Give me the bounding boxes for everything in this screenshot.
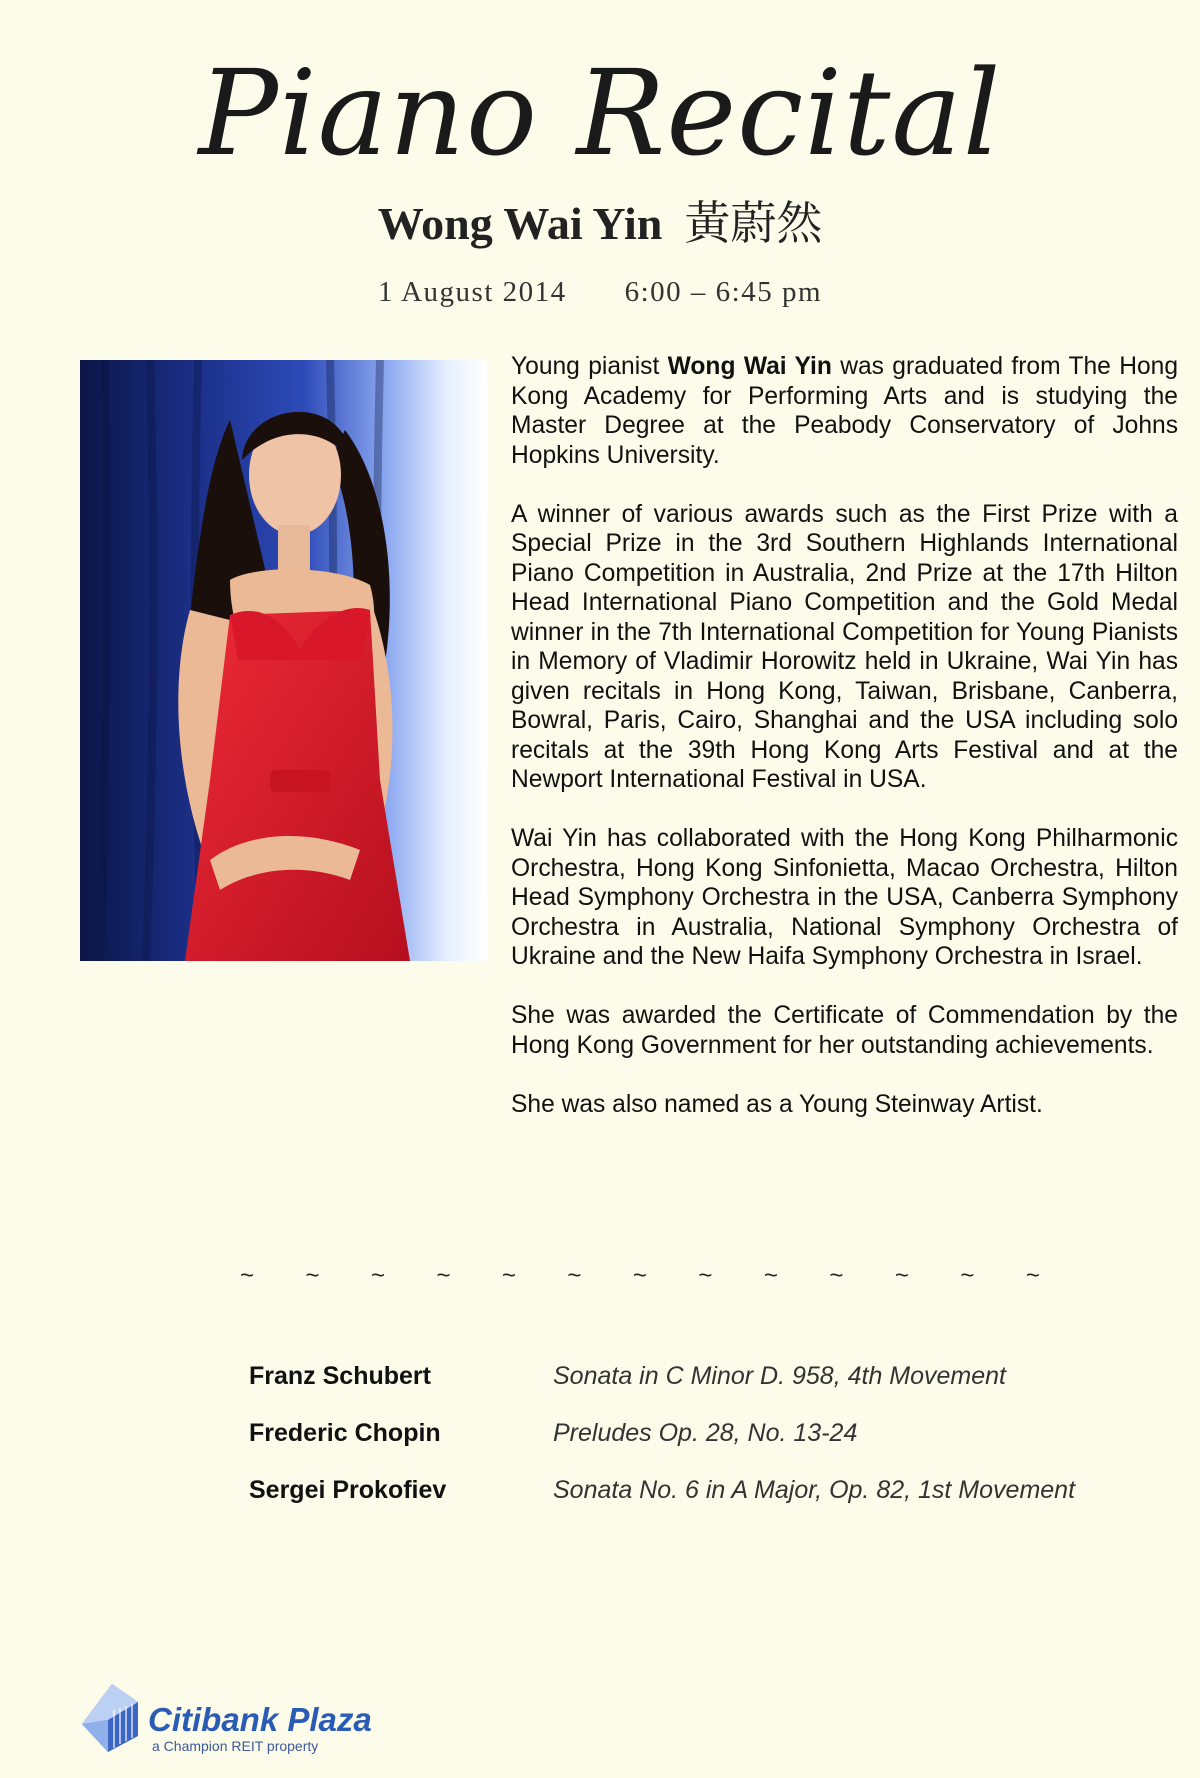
- divider-tilde: ~: [501, 1262, 516, 1289]
- divider-tilde: ~: [240, 1262, 255, 1289]
- recital-title: Piano Recital: [198, 44, 1002, 182]
- bio-performer-name: Wong Wai Yin: [667, 353, 832, 380]
- divider-tilde: ~: [894, 1262, 909, 1289]
- performer-chinese-name: 黃蔚然: [684, 196, 823, 250]
- program-item: [249, 1360, 1149, 1417]
- performer-name: Wong Wai Yin: [377, 198, 663, 249]
- divider-tilde: ~: [305, 1262, 320, 1289]
- performer-photo: [80, 360, 487, 961]
- performer-portrait-illustration: [80, 360, 487, 961]
- bio-paragraph: A winner of various awards such as the First Prize with a Special Prize in the 3rd Southern Highlands International Piano Competition in Australia, 2nd Prize at the 17th Hilton Head International Piano Competition and the Gold Medal winner in the 7th International Competition for Young Pianists in Memory of Vladimir Horowitz held in Ukraine, Wai Yin has given recitals in Hong Kong, Taiwan, Brisbane, Canberra, Bowral, Paris, Cairo, Shanghai and the USA including solo recitals at the 39th Hong Kong Arts Festival and at the Newport International Festival in USA.: [511, 500, 1178, 793]
- program-item: [249, 1474, 1149, 1531]
- divider-tilde: ~: [436, 1262, 451, 1289]
- sponsor-name: Citibank Plaza: [148, 1701, 372, 1738]
- bio-paragraph: She was also named as a Young Steinway Artist.: [511, 1090, 1043, 1118]
- divider-tilde: ~: [1025, 1262, 1040, 1289]
- divider-tilde: ~: [567, 1262, 582, 1289]
- performer-heading: [0, 195, 1200, 252]
- composer-name: Franz Schubert: [249, 1362, 431, 1390]
- divider-tilde: ~: [632, 1262, 647, 1289]
- event-time: 6:00 – 6:45 pm: [624, 276, 823, 308]
- sponsor-tagline: a Champion REIT property: [152, 1738, 319, 1754]
- composer-name: Sergei Prokofiev: [249, 1476, 447, 1504]
- event-datetime: [0, 272, 1200, 312]
- divider-tilde: ~: [960, 1262, 975, 1289]
- divider-tilde: ~: [763, 1262, 778, 1289]
- divider-tilde: ~: [698, 1262, 713, 1289]
- program-list: [249, 1360, 1149, 1531]
- divider-tilde: ~: [370, 1262, 385, 1289]
- program-item: [249, 1417, 1149, 1474]
- bio-paragraph: Young pianist Wong Wai Yin was graduated from The Hong Kong Academy for Performing Arts and is studying the Master Degree at the Peabody Conservatory of Johns Hopkins University.: [511, 353, 1178, 469]
- bio-paragraph: She was awarded the Certificate of Commendation by the Hong Kong Government for her outstanding achievements.: [511, 1002, 1178, 1059]
- tilde-divider: [240, 1262, 1040, 1290]
- bio-paragraph: Wai Yin has collaborated with the Hong Kong Philharmonic Orchestra, Hong Kong Sinfonietta, Macao Orchestra, Hilton Head Symphony Orchestra in the USA, Canberra Symphony Orchestra in Australia, National Symphony Orchestra of Ukraine and the New Haifa Symphony Orchestra in Israel.: [511, 825, 1178, 970]
- work-title: Preludes Op. 28, No. 13-24: [553, 1419, 858, 1447]
- work-title: Sonata in C Minor D. 958, 4th Movement: [553, 1362, 1007, 1390]
- sponsor-logo: [78, 1680, 398, 1760]
- event-date: 1 August 2014: [377, 276, 567, 308]
- citibank-plaza-logo-icon: [78, 1680, 142, 1756]
- composer-name: Frederic Chopin: [249, 1419, 441, 1447]
- divider-tilde: ~: [829, 1262, 844, 1289]
- work-title: Sonata No. 6 in A Major, Op. 82, 1st Movement: [553, 1476, 1076, 1504]
- performer-biography: [511, 352, 1178, 1149]
